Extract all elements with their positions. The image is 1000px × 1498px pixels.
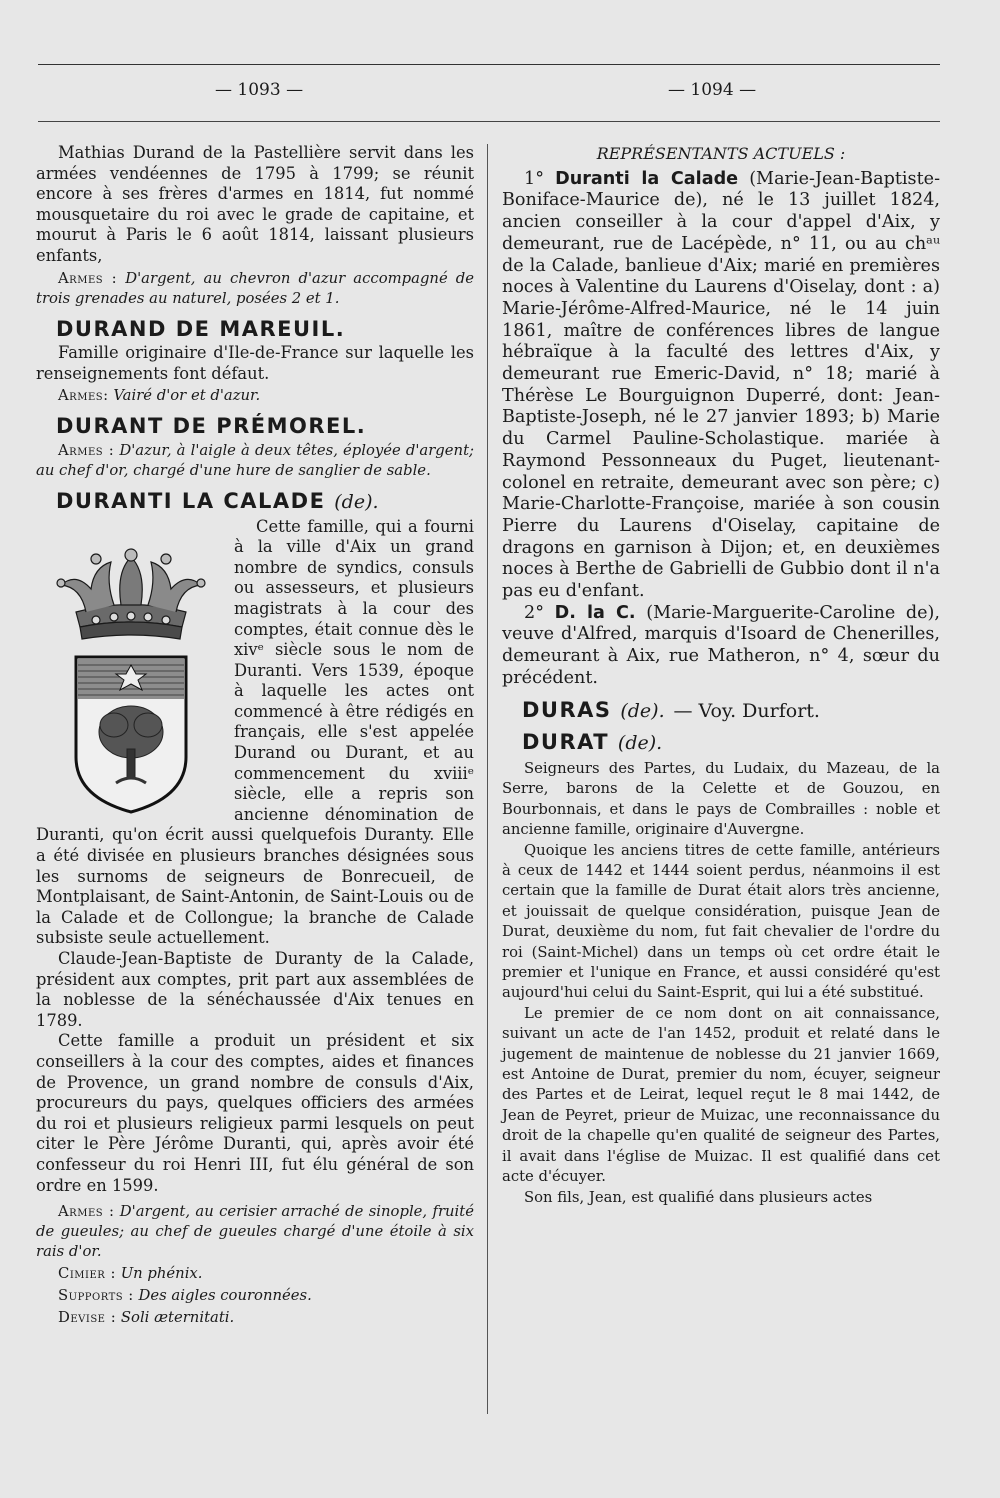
paragraph-mathias: Mathias Durand de la Pastellière servit dans les armées vendéennes de 1795 à 1799; se réunit encore à ses frères d'armes en 1814, fut nommé mousquetaire du roi avec le grade de capitaine, et mourut à Paris le 6 août 1814, laissant plusieurs enfants, xyxy=(36,143,474,265)
crown-and-shield-icon xyxy=(36,517,226,817)
heading-particle: (de). xyxy=(617,732,663,755)
heading-text: DURAS xyxy=(522,697,612,722)
devise-line xyxy=(36,1308,474,1328)
heading-duras xyxy=(522,697,940,723)
top-rule xyxy=(38,64,940,65)
heading-text: DURAT xyxy=(522,730,610,755)
supports-line xyxy=(36,1286,474,1306)
column-divider xyxy=(487,144,488,1414)
arms-label: Armes : xyxy=(58,441,115,459)
arms-pastelliere xyxy=(36,269,474,309)
entry-text: (Marie-Jean-Baptiste-Boniface-Maurice de), né le 13 juillet 1824, ancien conseiller à la cour d'appel d'Aix, y demeurant, rue de Lacépède, n° 11, ou au chᵃᵘ de la Calade, banlieue d'Aix; marié en premières noces à Valentine du Laurens d'Oiselay, dont : a) Marie-Jérôme-Alfred-Maurice, né le 14 juin 1861, maître de conférences libres de langue hébraïque à la faculté des lettres d'Aix, y demeurant rue Emeric-David, n° 18; marié à Thérèse Le Bourguignon Duperré, dont: Jean-Baptiste-Joseph, né le 27 janvier 1893; b) Marie du Carmel Pauline-Scholastique. mariée à Raymond Pessonneaux du Puget, lieutenant-colonel en retraite, demeurant avec son père; c) Marie-Charlotte-Françoise, mariée à son cousin Pierre du Laurens d'Oiselay, capitaine de dragons en garnison à Dijon; et, en deuxièmes noces à Berthe de Gabrielli de Gubbio dont il n'a pas eu d'enfant. xyxy=(502,168,941,602)
entry-text: (Marie-Marguerite-Caroline de), veuve d'Alfred, marquis d'Isoard de Chenerilles, demeurant à Aix, rue Matheron, n° 4, sœur du précédent. xyxy=(502,602,941,688)
arms-text: Vairé d'or et d'azur. xyxy=(113,387,261,405)
entry-number: 2° xyxy=(524,602,544,623)
supports-label: Supports : xyxy=(58,1287,134,1305)
heading-text: DURANTI LA CALADE xyxy=(56,488,326,513)
heading-particle: (de). xyxy=(620,699,665,722)
devise-label: Devise : xyxy=(58,1309,117,1327)
arms-text: D'argent, au chevron d'azur accompagné de trois grenades au naturel, posées 2 et 1. xyxy=(36,269,474,307)
heading-durat xyxy=(522,732,940,755)
coat-of-arms-image xyxy=(36,517,226,817)
representative-2 xyxy=(502,603,940,690)
arms-label: Armes : xyxy=(58,1203,115,1221)
entry-name: D. la C. xyxy=(554,602,636,623)
representative-1 xyxy=(502,169,940,603)
cimier-label: Cimier : xyxy=(58,1265,116,1283)
right-column xyxy=(502,143,940,1208)
heading-duranti-la-calade xyxy=(56,488,474,513)
arms-premorel xyxy=(36,441,474,481)
cimier-text: Un phénix. xyxy=(120,1265,203,1283)
paragraph-durat-seigneurs: Seigneurs des Partes, du Ludaix, du Mazeau, de la Serre, barons de la Celette et de Gouzou, en Bourbonnais, et dans le pays de Combrailles : noble et ancienne famille, originaire d'Auvergne. xyxy=(502,759,940,839)
paragraph-durat-titles: Quoique les anciens titres de cette famille, antérieurs à ceux de 1442 et 1444 soient perdus, néanmoins il est certain que la famille de Durat était alors très ancienne, et jouissait de quelque considération, puisque Jean de Durat, deuxième du nom, fut fait chevalier de l'ordre du roi (Saint-Michel) dans un temps où cet ordre était le premier et l'unique en France, et aussi considéré qu'est aujourd'hui celui du Saint-Esprit, qui lui a été substitué. xyxy=(502,841,940,1002)
left-column xyxy=(36,143,474,1330)
arms-label: Armes : xyxy=(58,269,118,287)
devise-text: Soli æternitati. xyxy=(120,1309,235,1327)
arms-mareuil xyxy=(36,386,474,406)
header-rule xyxy=(38,121,940,122)
page-number-left: — 1093 — xyxy=(215,80,304,100)
page-number-right: — 1094 — xyxy=(668,80,757,100)
supports-text: Des aigles couronnées. xyxy=(138,1287,312,1305)
heading-durand-de-mareuil: DURAND DE MAREUIL. xyxy=(56,316,346,341)
paragraph-calade-origin: Cette famille, qui a fourni à la ville d'Aix un grand nombre de syndics, consuls ou assesseurs, et plusieurs magistrats à la cour des comptes, était connue dès le xivᵉ siècle sous le nom de Duranti. Vers 1539, époque à laquelle les actes ont commencé à être rédigés en français, elle s'est appelée Durand ou Durant, et au commencement du xviiiᵉ siècle, elle a repris son ancienne dénomination de Duranti, qu'on écrit aussi quelquefois Duranty. Elle a été divisée en plusieurs branches désignées sous les surnoms de seigneurs de Bonrecueil, de Montplaisant, de Saint-Antonin, de Saint-Louis ou de la Calade et de Collongue; la branche de Calade subsiste seule actuellement. xyxy=(36,516,474,948)
paragraph-calade-claude: Claude-Jean-Baptiste de Duranty de la Calade, président aux comptes, prit part aux assemblées de la noblesse de la sénéchaussée d'Aix tenues en 1789. xyxy=(36,949,474,1030)
heading-durant-de-premorel: DURANT DE PRÉMOREL. xyxy=(56,414,367,439)
arms-label: Armes: xyxy=(58,387,109,405)
entry-number: 1° xyxy=(524,168,544,189)
arms-text: D'azur, à l'aigle à deux têtes, éployée d'argent; au chef d'or, chargé d'une hure de sanglier de sable. xyxy=(36,441,474,479)
arms-calade xyxy=(36,1202,474,1262)
paragraph-durat-first: Le premier de ce nom dont on ait connaissance, suivant un acte de l'an 1452, produit et relaté dans le jugement de maintenue de noblesse du 21 janvier 1669, est Antoine de Durat, premier du nom, écuyer, seigneur des Partes et de Leirat, lequel reçut le 8 mai 1442, de Jean de Peyret, prieur de Muizac, une reconnaissance du droit de la chapelle qu'en qualité de seigneur des Partes, il avait dans l'église de Muizac. Il est qualifié dans cet acte d'écuyer. xyxy=(502,1004,940,1186)
entry-name: Duranti la Calade xyxy=(555,168,739,189)
paragraph-mareuil: Famille originaire d'Ile-de-France sur laquelle les renseignements font défaut. xyxy=(36,343,474,383)
paragraph-durat-son: Son fils, Jean, est qualifié dans plusieurs actes xyxy=(524,1188,873,1206)
cimier-line xyxy=(36,1264,474,1284)
cross-reference: — Voy. Durfort. xyxy=(673,699,820,722)
arms-text: D'argent, au cerisier arraché de sinople, fruité de gueules; au chef de gueules chargé d'une étoile à six rais d'or. xyxy=(36,1203,474,1261)
paragraph-calade-family: Cette famille a produit un président et six conseillers à la cour des comptes, aides et finances de Provence, un grand nombre de consuls d'Aix, procureurs du pays, quelques officiers des armées du roi et plusieurs religieux parmi lesquels on peut citer le Père Jérôme Duranti, qui, après avoir été confesseur du roi Henri III, fut élu général de son ordre en 1599. xyxy=(36,1031,474,1195)
durat-body xyxy=(502,759,940,1208)
heading-particle: (de). xyxy=(334,490,379,513)
representants-heading: REPRÉSENTANTS ACTUELS : xyxy=(596,144,846,163)
